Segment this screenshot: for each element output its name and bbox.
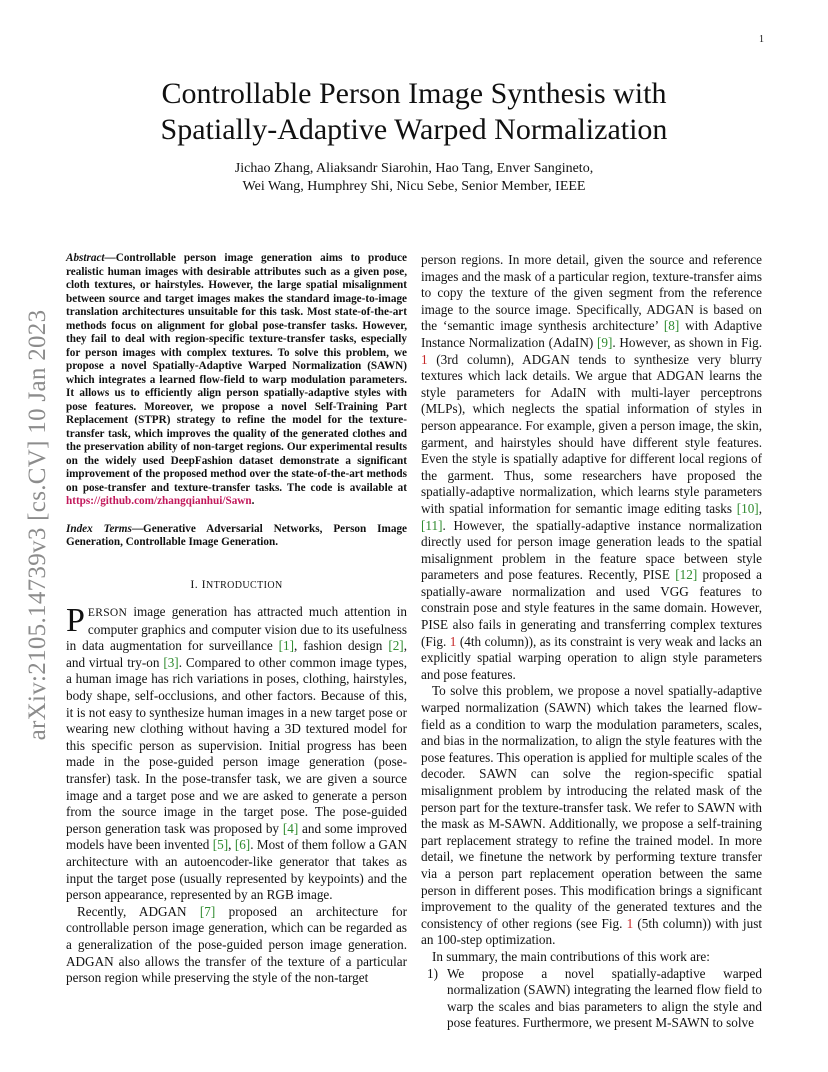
author-list — [0, 160, 828, 196]
index-terms — [66, 523, 407, 550]
drop-cap: P — [66, 602, 85, 640]
intro-paragraph-2-continued — [421, 252, 762, 683]
paragraph-text: with Adaptive Instance Normalization (AdaIN) — [421, 318, 762, 350]
paragraph-text: (3rd column), ADGAN tends to synthesize very blurry textures which lack details. We argue that ADGAN learns the style parameters for AdaIN with multi-layer perceptrons (MLPs), which neglects the spatial information of styles in person appearance. For example, given a person image, the skin, garment, and hairstyles should have different style features. Even the style is spatially adaptive for different local regions of the garment. Thus, some researchers have proposed the spatially-adaptive normalization, which learns style parameters with spatial information for semantic image editing tasks — [421, 351, 762, 516]
left-column — [66, 252, 407, 987]
paragraph-text: . Compared to other common image types, a human image has rich variations in poses, clothing, hairstyles, body shape, self-occlusions, and other factors. Because of this, it is not easy to synthesize human images in a new target pose or wearing new clothing without having a 3D textured model for this specific person as supervision. Initial progress has been made in the pose-guided person image generation (pose-transfer) task. In the pose-transfer task, we are given a source image and a target pose and we are asked to generate a person from the source image in the target pose. The pose-guided person generation task was proposed by — [66, 654, 408, 836]
citation-link[interactable]: [9] — [596, 334, 613, 350]
right-column — [421, 252, 762, 1032]
arxiv-stamp — [8, 290, 68, 760]
code-link[interactable]: https://github.com/zhangqianhui/Sawn — [66, 495, 252, 507]
figure-reference[interactable]: 1 — [626, 915, 634, 931]
citation-link[interactable]: [8] — [663, 318, 680, 334]
citation-link[interactable]: [7] — [199, 903, 216, 919]
paragraph-text: , — [228, 837, 235, 853]
section-heading-introduction — [66, 576, 407, 595]
section-numeral: I. — [190, 576, 202, 591]
citation-link[interactable]: [10] — [736, 500, 759, 516]
paragraph-text: , — [758, 500, 762, 516]
list-item — [421, 966, 762, 1032]
intro-paragraph-2 — [66, 904, 407, 987]
paper-title — [0, 76, 828, 148]
contributions-intro: In summary, the main contributions of this work are: — [432, 948, 710, 964]
paragraph-text: image generation has attracted much attention in computer graphics and computer vision due to its usefulness in data augmentation for surveillance — [66, 604, 407, 654]
citation-link[interactable]: [5] — [212, 837, 229, 853]
paragraph-text: . However, as shown in Fig. — [612, 334, 763, 350]
abstract-end: . — [251, 495, 255, 507]
title-line-2: Spatially-Adaptive Warped Normalization — [160, 113, 668, 146]
citation-link[interactable]: [1] — [278, 638, 295, 654]
title-line-1: Controllable Person Image Synthesis with — [161, 77, 667, 110]
smallcaps-opening: ERSON — [87, 607, 128, 620]
paragraph-text: Recently, ADGAN — [77, 903, 200, 919]
intro-paragraph-3 — [421, 683, 762, 949]
index-terms-label: Index Terms — [66, 522, 132, 535]
abstract-text: —Controllable person image generation aims to produce realistic human images with desirable attributes such as a given pose, cloth textures, or hairstyles. However, the large spatial misalignment between source and target images makes the standard image-to-image translation architectures unsuitable for this task. Most state-of-the-art methods focus on alignment for global pose-transfer tasks. However, they fail to deal with region-specific texture-transfer tasks, especially for person images with complex textures. To solve this problem, we propose a novel Spatially-Adaptive Warped Normalization (SAWN) which integrates a learned flow-field to warp modulation parameters. It allows us to efficiently align person spatially-adaptive styles with pose features. Moreover, we propose a novel Self-Training Part Replacement (STPR) strategy to refine the model for the texture-transfer task, which improves the quality of the generated clothes and the preservation ability of non-target regions. Our experimental results on the widely used DeepFashion dataset demonstrate a significant improvement of the proposed method over the state-of-the-art methods on pose-transfer and texture-transfer tasks. The code is available at — [66, 252, 407, 494]
list-item-number: 1) — [427, 965, 438, 981]
citation-link[interactable]: [12] — [675, 567, 698, 583]
figure-reference[interactable]: 1 — [449, 633, 457, 649]
section-title-first: I — [201, 576, 206, 591]
citation-link[interactable]: [11] — [421, 517, 443, 533]
paragraph-text: (5th column)) with just an 100-step optimization. — [421, 915, 762, 948]
paragraph-text: proposed a spatially-aware normalization and used VGG features to constrain pose and style features in the same domain. However, PISE also fails in generating and transferring complex textures (Fig. — [421, 567, 763, 649]
contributions-list — [421, 966, 762, 1032]
abstract — [66, 252, 407, 509]
citation-link[interactable]: [6] — [234, 837, 251, 853]
citation-link[interactable]: [4] — [282, 820, 299, 836]
arxiv-identifier: arXiv:2105.14739v3 [cs.CV] 10 Jan 2023 — [24, 309, 51, 741]
citation-link[interactable]: [2] — [388, 638, 404, 654]
paragraph-text: and some improved models have been invented — [66, 820, 407, 853]
citation-link[interactable]: [3] — [163, 654, 179, 670]
section-title-rest: NTRODUCTION — [205, 579, 283, 591]
paragraph-text: person regions. In more detail, given the source and reference images and the mask of a particular region, texture-transfer aims to copy the texture of the given segment from the reference image to the source image. Specifically, ADGAN is based on the ‘semantic image synthesis architecture’ — [421, 252, 762, 334]
intro-paragraph-1 — [66, 604, 407, 904]
authors-line-1: Jichao Zhang, Aliaksandr Siarohin, Hao Tang, Enver Sangineto, — [234, 161, 594, 176]
paragraph-text: , and virtual try-on — [66, 638, 407, 670]
paragraph-text: , fashion design — [294, 638, 389, 654]
page-number: 1 — [759, 34, 764, 45]
paragraph-text: proposed an architecture for controllable person image generation, which can be regarded as a generalization of the pose-guided person image generation. ADGAN also allows the transfer of the texture of a particular person region while preserving the style of the non-target — [66, 903, 407, 986]
figure-reference[interactable]: 1 — [421, 351, 428, 367]
paragraph-text: (4th column)), as its constraint is very weak and lacks an explicitly spatial warping operation to align style parameters and pose features. — [421, 633, 762, 682]
paragraph-text: To solve this problem, we propose a novel spatially-adaptive warped normalization (SAWN) which takes the learned flow-field as a condition to warp the modulation parameters, scales, and bias in the normalization, to align the style features with the pose features. This operation is applied for multiple scales of the decoder. SAWN can solve the region-specific spatial misalignment problem by introducing the related mask of the person part for the texture-transfer task. We refer to SAWN with the mask as M-SAWN. Additionally, we propose a self-training part replacement strategy to refine the trained model. In more detail, we finetune the network by performing texture transfer via a person part replacement operation between the same person in different poses. This modification brings a significant improvement to the quality of the generated textures and the consistency of other regions (see Fig. — [421, 683, 762, 931]
paragraph-text: . Most of them follow a GAN architecture with an autoencoder-like generator that takes as input the target pose (usually represented by keypoints) and the person appearance, represented by an RGB image. — [66, 837, 408, 903]
authors-line-2: Wei Wang, Humphrey Shi, Nicu Sebe, Senior Member, IEEE — [242, 179, 586, 194]
list-item-text: We propose a novel spatially-adaptive warped normalization (SAWN) integrating the learned flow field to warp the scales and bias parameters to align the style and pose features. Furthermore, we present M-SAWN to solve — [447, 965, 762, 1031]
abstract-label: Abstract — [66, 252, 105, 264]
index-terms-text: —Generative Adversarial Networks, Person Image Generation, Controllable Image Generation. — [66, 522, 407, 548]
paragraph-text: . However, the spatially-adaptive instance normalization directly used for person image generation leads to the spatial misalignment problem in the feature space between style parameters and pose features. Recently, PISE — [421, 517, 762, 583]
